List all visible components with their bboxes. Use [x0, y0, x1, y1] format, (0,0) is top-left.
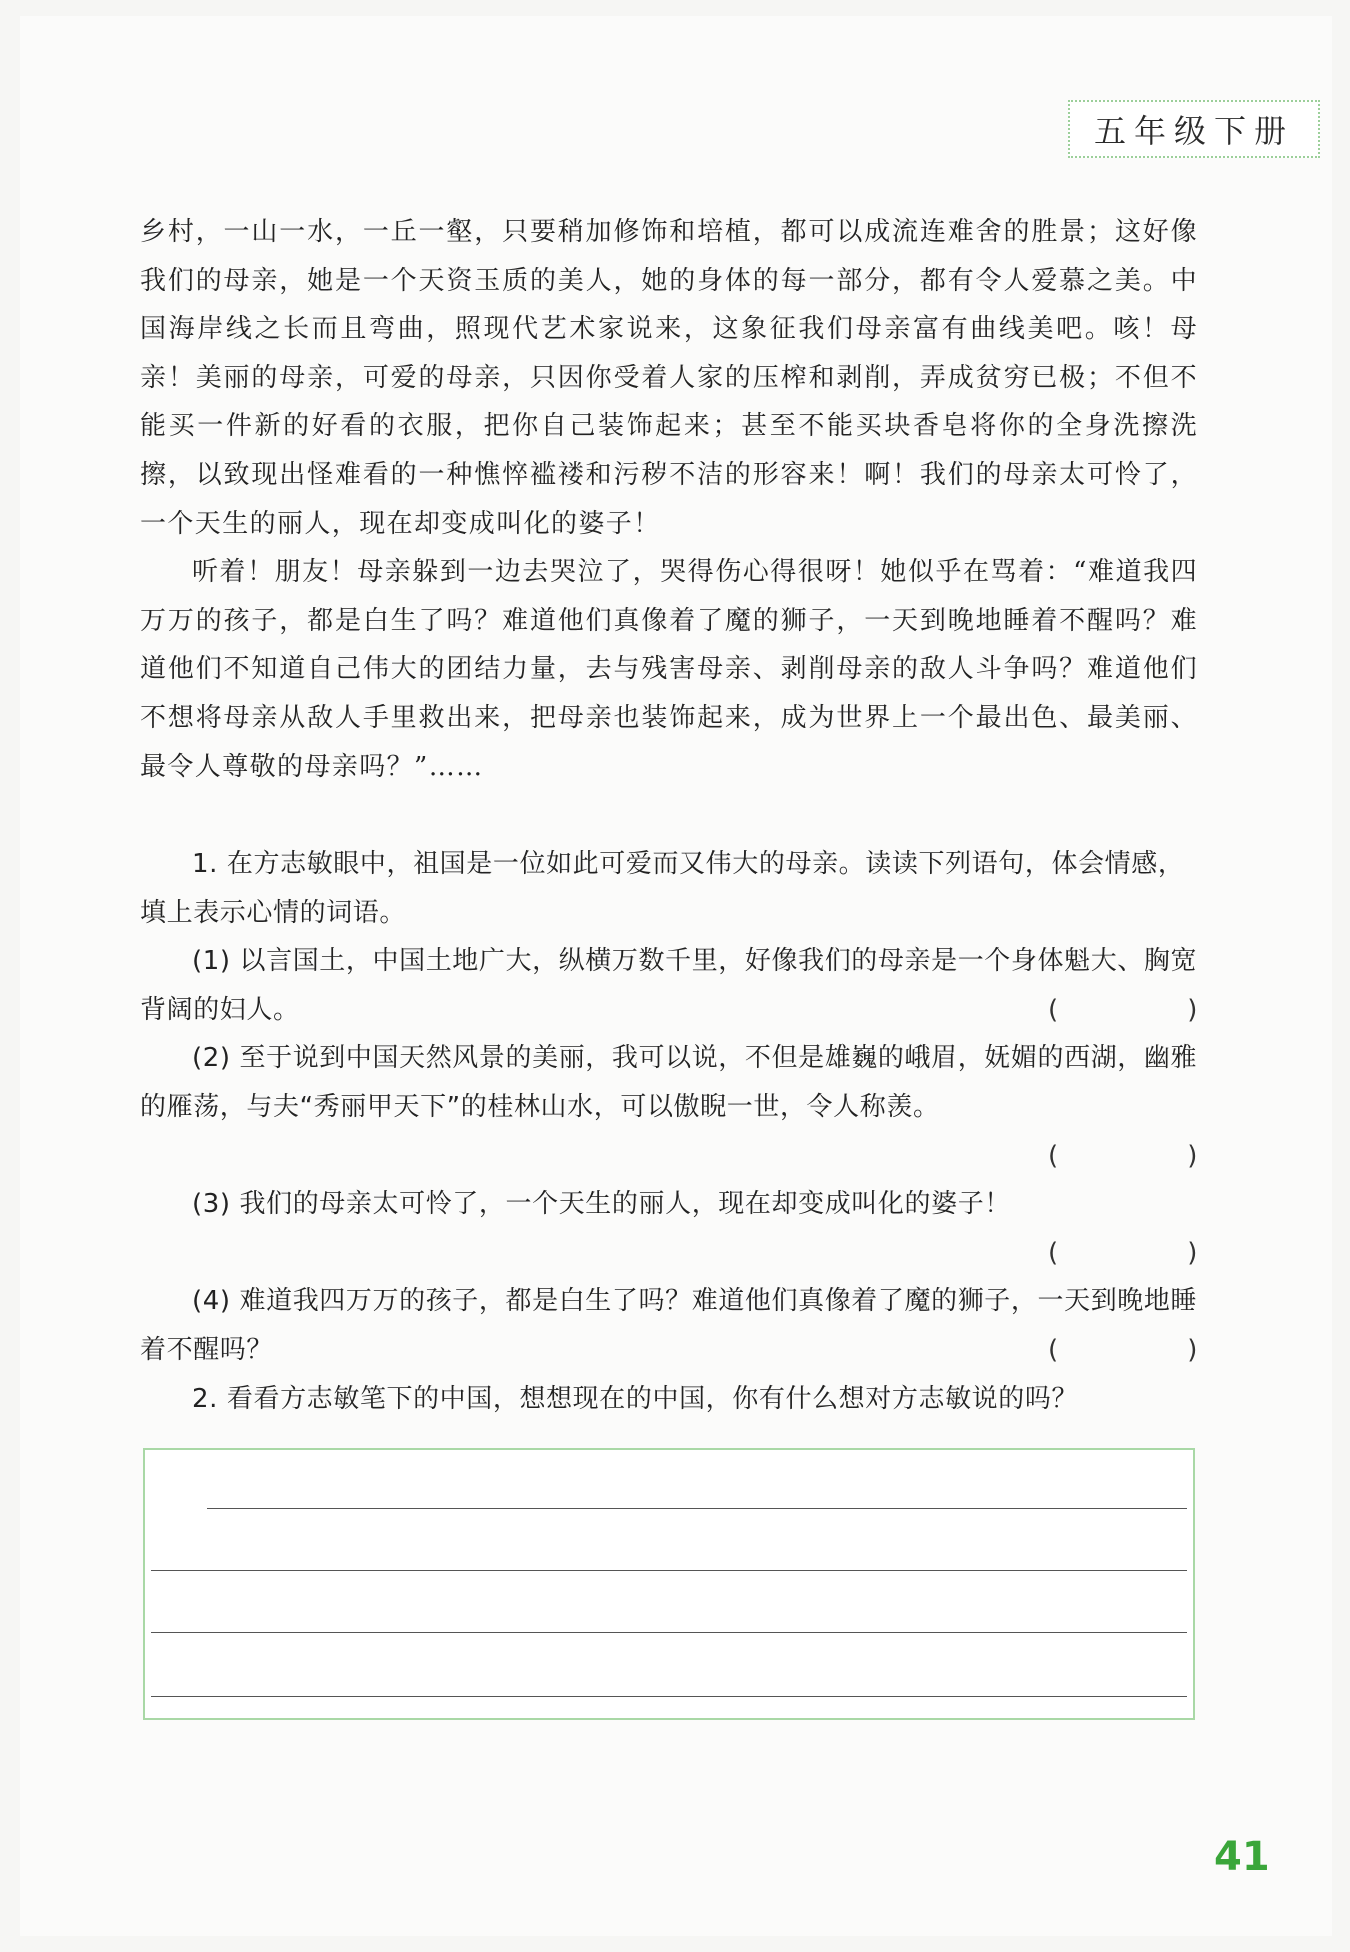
passage-paragraph: 乡村，一山一水，一丘一壑，只要稍加修饰和培植，都可以成流连难舍的胜景；这好像我们的母亲，她是一个天资玉质的美人，她的身体的每一部分，都有令人爱慕之美。中国海岸线之长而且弯曲，照现代艺术家说来，这象征我们母亲富有曲线美吧。咳！母亲！美丽的母亲，可爱的母亲，只因你受着人家的压榨和剥削，弄成贫穷已极；不但不能买一件新的好看的衣服，把你自己装饰起来；甚至不能买块香皂将你的全身洗擦洗擦，以致现出怪难看的一种憔悴褴褛和污秽不洁的形容来！啊！我们的母亲太可怜了，一个天生的丽人，现在却变成叫化的婆子！: [140, 217, 1198, 539]
writing-line[interactable]: [207, 1508, 1187, 1509]
answer-blank-1[interactable]: ( ): [1048, 994, 1198, 1025]
page-number: 41: [1214, 1834, 1270, 1880]
question-2-prompt: 2. 看看方志敏笔下的中国，想想现在的中国，你有什么想对方志敏说的吗？: [192, 1383, 1079, 1414]
question-1-prompt: 1. 在方志敏眼中，祖国是一位如此可爱而又伟大的母亲。读读下列语句，体会情感，填上表示心情的词语。: [140, 849, 1185, 928]
answer-blank-4[interactable]: ( ): [1048, 1334, 1198, 1365]
questions-section: [140, 840, 1198, 1423]
question-1-item-4: (4) 难道我四万万的孩子，都是白生了吗？难道他们真像着了魔的狮子，一天到晚地睡着不醒吗？: [140, 1286, 1198, 1365]
answer-blank-3[interactable]: ( ): [1048, 1237, 1198, 1268]
answer-writing-box[interactable]: [143, 1448, 1195, 1720]
question-1-item-1: (1) 以言国土，中国土地广大，纵横万数千里，好像我们的母亲是一个身体魁大、胸宽背阔的妇人。: [140, 946, 1198, 1025]
question-1-item-2: (2) 至于说到中国天然风景的美丽，我可以说，不但是雄巍的峨眉，妩媚的西湖，幽雅的雁荡，与夫“秀丽甲天下”的桂林山水，可以傲睨一世，令人称羡。: [140, 1043, 1198, 1122]
reading-passage: [140, 208, 1198, 791]
writing-line[interactable]: [151, 1570, 1187, 1571]
writing-line[interactable]: [151, 1696, 1187, 1697]
writing-line[interactable]: [151, 1632, 1187, 1633]
answer-blank-2[interactable]: ( ): [1048, 1140, 1198, 1171]
question-1-item-3: (3) 我们的母亲太可怜了，一个天生的丽人，现在却变成叫化的婆子！: [192, 1189, 1011, 1220]
grade-label: 五年级下册: [1068, 100, 1320, 158]
passage-paragraph: 听着！朋友！母亲躲到一边去哭泣了，哭得伤心得很呀！她似乎在骂着：“难道我四万万的孩子，都是白生了吗？难道他们真像着了魔的狮子，一天到晚地睡着不醒吗？难道他们不知道自己伟大的团结力量，去与残害母亲、剥削母亲的敌人斗争吗？难道他们不想将母亲从敌人手里救出来，把母亲也装饰起来，成为世界上一个最出色、最美丽、最令人尊敬的母亲吗？”……: [140, 557, 1198, 782]
